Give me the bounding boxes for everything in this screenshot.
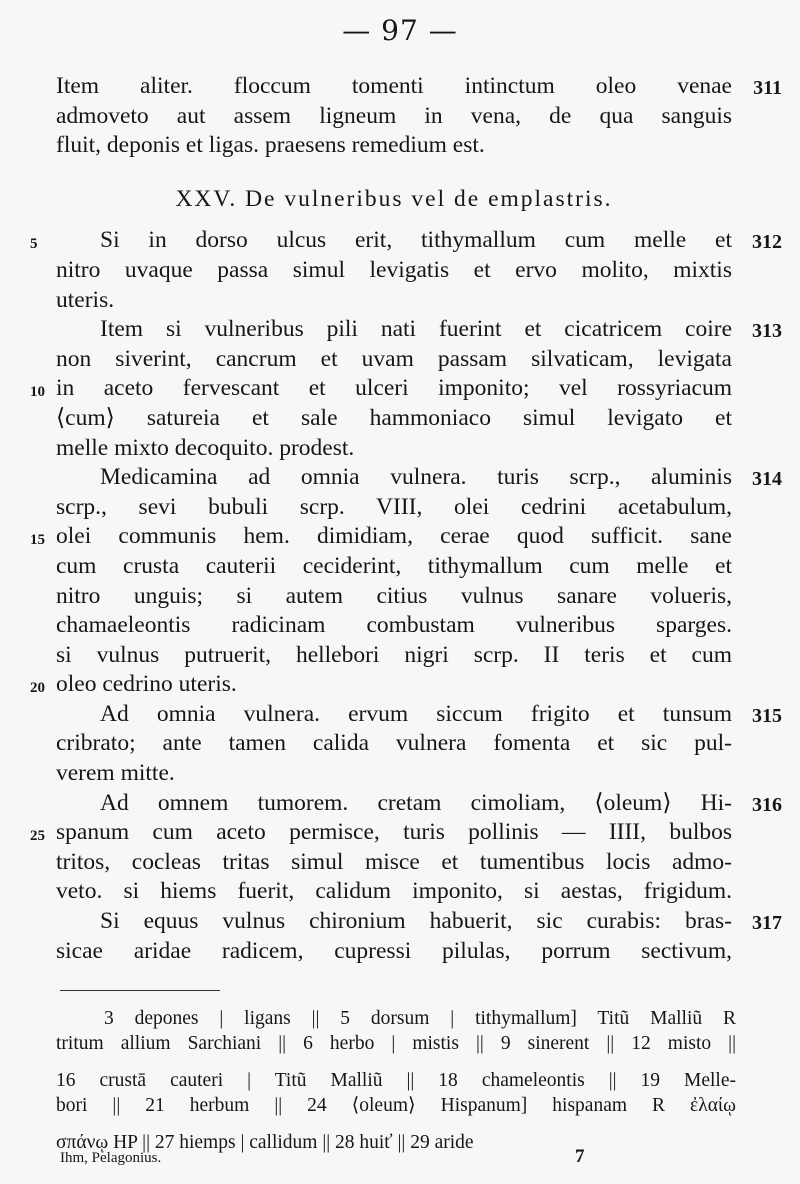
text-line xyxy=(56,937,732,967)
section-number: 317 xyxy=(752,912,782,935)
line-text: olei communis hem. dimidiam, cerae quod sufficit. sane xyxy=(56,523,732,550)
line-number: 15 xyxy=(30,532,45,549)
line-text: non siverint, cancrum et uvam passam silvaticam, levigata xyxy=(56,345,732,372)
text-line xyxy=(56,72,782,102)
line-text: uteris. xyxy=(56,286,115,313)
text-line xyxy=(30,522,732,552)
line-text: in aceto fervescant et ulceri imponito; vel rossyriacum xyxy=(56,375,732,402)
text-line xyxy=(30,374,732,404)
line-text: Item si vulneribus pili nati fuerint et cicatricem coire xyxy=(100,316,732,343)
text-line xyxy=(56,256,732,286)
main-text xyxy=(30,72,782,966)
line-text: Ad omnem tumorem. cretam cimoliam, ⟨oleum⟩ Hi- xyxy=(100,789,732,816)
section-number: 311 xyxy=(753,77,782,99)
apparatus-line: tritum allium Sarchiani || 6 herbo | mistis || 9 sinerent || 12 misto || xyxy=(56,1033,736,1054)
line-text: nitro unguis; si autem citius vulnus sanare volueris, xyxy=(56,582,732,609)
text-line xyxy=(56,877,732,907)
section-heading: XXV. De vulneribus vel de emplastris. xyxy=(175,185,613,212)
line-text: cum crusta cauterii ceciderint, tithymallum cum melle et xyxy=(56,552,732,579)
line-text: oleo cedrino uteris. xyxy=(56,671,237,698)
text-line xyxy=(56,131,732,161)
apparatus-line: σπάνῳ HP || 27 hiemps | callidum || 28 huiť || 29 aride xyxy=(56,1132,474,1153)
text-line xyxy=(56,404,732,434)
section-number: 312 xyxy=(752,231,782,254)
line-text: sicae aridae radicem, cupressi pilulas, porrum sectivum, xyxy=(56,937,732,964)
line-text: admoveto aut assem ligneum in vena, de qua sanguis xyxy=(56,102,732,129)
line-text: nitro uvaque passa simul levigatis et ervo molito, mixtis xyxy=(56,256,732,283)
apparatus-line: 16 crustā cauteri | Titũ Malliũ || 18 chameleontis || 19 Melle- xyxy=(56,1070,736,1091)
text-line xyxy=(56,286,732,316)
page-number: — 97 — xyxy=(342,14,458,47)
line-text: cribrato; ante tamen calida vulnera fomenta et sic pul- xyxy=(56,730,732,757)
section-number: 315 xyxy=(752,704,782,727)
text-line xyxy=(56,848,732,878)
text-line xyxy=(30,670,732,700)
line-text: spanum cum aceto permisce, turis pollinis — IIII, bulbos xyxy=(56,819,732,846)
text-line xyxy=(56,611,732,641)
line-text: tritos, cocleas tritas simul misce et tumentibus locis admo- xyxy=(56,848,732,875)
line-text: verem mitte. xyxy=(56,760,175,787)
line-text: Ad omnia vulnera. ervum siccum frigito et tunsum xyxy=(100,700,732,727)
line-number: 25 xyxy=(30,828,45,845)
text-line xyxy=(56,434,732,464)
text-line xyxy=(56,463,782,493)
line-text: melle mixto decoquito. prodest. xyxy=(56,434,355,461)
line-text: Si in dorso ulcus erit, tithymallum cum melle et xyxy=(100,227,732,254)
line-text: Item aliter. floccum tomenti intinctum oleo venae xyxy=(56,73,732,99)
section-number: 313 xyxy=(752,320,782,343)
footer-sheet-number: 7 xyxy=(575,1146,585,1167)
line-text: Medicamina ad omnia vulnera. turis scrp., aluminis xyxy=(100,464,732,491)
line-text: chamaeleontis radicinam combustam vulneribus sparges. xyxy=(56,612,732,639)
text-line xyxy=(56,493,732,523)
line-number: 20 xyxy=(30,680,45,697)
line-text: veto. si hiems fuerit, calidum imponito, si aestas, frigidum. xyxy=(56,878,732,905)
text-line xyxy=(56,700,782,730)
text-line xyxy=(56,729,732,759)
footnote-rule xyxy=(60,990,220,991)
text-line xyxy=(56,102,732,132)
text-line xyxy=(56,552,732,582)
text-line xyxy=(56,759,732,789)
apparatus-notes xyxy=(56,1006,736,1155)
line-number: 5 xyxy=(30,236,38,253)
apparatus-line: 3 depones | ligans || 5 dorsum | tithymallum] Titũ Malliũ R xyxy=(104,1008,736,1029)
line-text: Si equus vulnus chironium habuerit, sic curabis: bras- xyxy=(100,908,732,935)
section-number: 314 xyxy=(752,468,782,491)
text-line xyxy=(30,226,782,256)
section-number: 316 xyxy=(752,793,782,816)
text-line xyxy=(56,315,782,345)
line-text: si vulnus putruerit, hellebori nigri scrp. II teris et cum xyxy=(56,641,732,668)
line-text: ⟨cum⟩ satureia et sale hammoniaco simul levigato et xyxy=(56,404,732,431)
text-line xyxy=(30,818,732,848)
line-number: 10 xyxy=(30,384,45,401)
footer-signature: Ihm, Pelagonius. xyxy=(60,1150,162,1166)
line-text: scrp., sevi bubuli scrp. VIII, olei cedrini acetabulum, xyxy=(56,493,732,520)
text-line xyxy=(56,907,782,937)
line-text: fluit, deponis et ligas. praesens remedium est. xyxy=(56,132,485,159)
text-line xyxy=(56,641,732,671)
text-line xyxy=(56,345,732,375)
apparatus-line: bori || 21 herbum || 24 ⟨oleum⟩ Hispanum] hispanam R ἐλαίῳ xyxy=(56,1095,736,1116)
text-line xyxy=(56,582,732,612)
text-line xyxy=(56,789,782,819)
